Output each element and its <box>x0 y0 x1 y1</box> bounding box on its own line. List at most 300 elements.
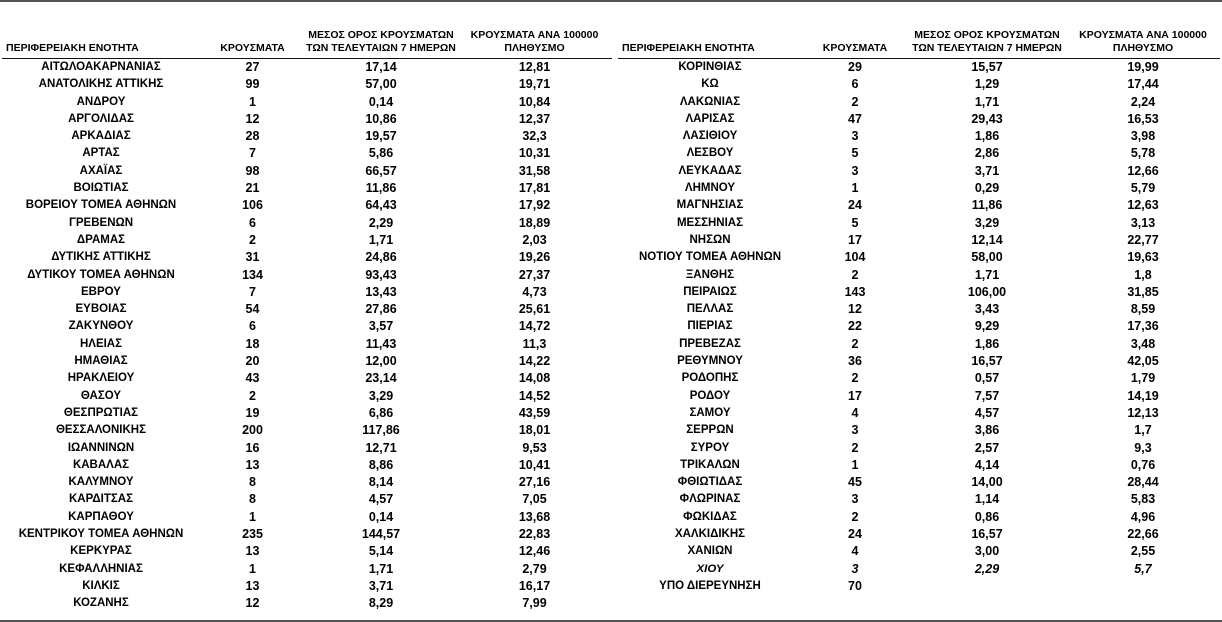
cases-cell: 47 <box>848 111 862 126</box>
per100k-cell: 12,63 <box>1127 198 1159 213</box>
per100k-cell: 14,52 <box>518 388 551 403</box>
region-cell: ΝΟΤΙΟΥ ΤΟΜΕΑ ΑΘΗΝΩΝ <box>638 251 782 264</box>
table-row <box>618 301 1220 318</box>
cases-cell: 27 <box>245 60 260 74</box>
region-cell: ΘΕΣΠΡΩΤΙΑΣ <box>63 406 139 419</box>
per100k-cell: 12,46 <box>518 544 551 559</box>
cases-cell: 3 <box>851 492 859 507</box>
cases-cell: 99 <box>245 77 260 92</box>
region-cell: ΚΑΛΥΜΝΟΥ <box>68 476 134 489</box>
avg7-cell: 2,29 <box>368 215 394 230</box>
avg7-cell: 6,86 <box>368 405 394 420</box>
table-row <box>618 457 1220 474</box>
region-cell: ΦΛΩΡΙΝΑΣ <box>679 493 741 506</box>
per100k-cell: 12,13 <box>1127 405 1159 420</box>
per100k-cell: 0,76 <box>1130 457 1156 472</box>
per100k-cell: 18,01 <box>518 423 551 438</box>
cases-cell: 12 <box>245 596 260 611</box>
cases-cell: 106 <box>242 198 263 213</box>
table-row <box>618 145 1220 162</box>
region-cell: ΚΑΡΠΑΘΟΥ <box>68 510 134 523</box>
cases-cell: 12 <box>245 111 260 126</box>
left-cases-table <box>2 8 612 613</box>
cases-cell: 6 <box>249 319 256 334</box>
region-cell: ΓΡΕΒΕΝΩΝ <box>68 216 134 229</box>
table-row <box>618 249 1220 266</box>
avg7-cell: 24,86 <box>365 250 397 265</box>
region-cell: ΔΥΤΙΚΗΣ ΑΤΤΙΚΗΣ <box>51 251 151 264</box>
table-row <box>618 197 1220 214</box>
region-cell: ΡΕΘΥΜΝΟΥ <box>677 355 743 368</box>
avg7-cell: 57,00 <box>365 77 397 92</box>
avg7-cell: 13,43 <box>365 284 397 299</box>
per100k-cell: 12,37 <box>518 111 551 126</box>
cases-cell: 31 <box>245 250 260 265</box>
table-row <box>2 561 612 578</box>
per100k-cell: 17,44 <box>1127 77 1159 92</box>
table-row <box>618 474 1220 491</box>
per100k-cell: 1,8 <box>1134 267 1152 282</box>
avg7-cell: 2,29 <box>974 561 1000 576</box>
avg7-cell: 12,71 <box>365 440 397 455</box>
table-row <box>2 543 612 560</box>
region-cell: ΧΑΝΙΩΝ <box>687 545 733 558</box>
avg7-cell: 15,57 <box>971 60 1003 74</box>
region-header: ΠΕΡΙΦΕΡΕΙΑΚΗ ΕΝΟΤΗΤΑ <box>618 8 802 59</box>
per100k-cell: 2,24 <box>1130 94 1156 109</box>
cases-cell: 19 <box>245 405 260 420</box>
table-row <box>2 163 612 180</box>
cases-cell: 104 <box>844 250 866 265</box>
avg7-cell: 1,71 <box>974 267 1000 282</box>
per100k-cell: 3,48 <box>1130 336 1156 351</box>
avg7-cell: 93,43 <box>365 267 397 282</box>
table-row <box>2 128 612 145</box>
region-cell: ΣΕΡΡΩΝ <box>686 424 734 437</box>
region-cell: ΚΕΝΤΡΙΚΟΥ ΤΟΜΕΑ ΑΘΗΝΩΝ <box>18 528 184 541</box>
per100k-cell: 27,16 <box>518 475 551 490</box>
table-row <box>2 474 612 491</box>
avg7-cell: 3,29 <box>974 215 1000 230</box>
cases-cell: 5 <box>851 146 859 161</box>
region-cell: ΠΡΕΒΕΖΑΣ <box>679 337 741 350</box>
cases-cell: 43 <box>245 371 260 386</box>
cases-cell: 235 <box>242 527 263 542</box>
cases-header: ΚΡΟΥΣΜΑΤΑ <box>802 8 908 59</box>
per100k-cell: 31,58 <box>518 163 551 178</box>
region-cell: ΚΕΦΑΛΛΗΝΙΑΣ <box>59 562 143 575</box>
avg7-cell: 4,14 <box>974 457 1000 472</box>
table-row <box>2 94 612 111</box>
region-cell: ΚΕΡΚΥΡΑΣ <box>70 545 132 558</box>
avg7-cell <box>908 578 1066 595</box>
cases-cell: 6 <box>249 215 256 230</box>
avg7-cell: 8,86 <box>368 457 394 472</box>
avg7-cell: 0,29 <box>974 181 1000 196</box>
region-cell: ΗΡΑΚΛΕΙΟΥ <box>67 372 135 385</box>
table-row <box>618 284 1220 301</box>
region-cell: ΑΡΚΑΔΙΑΣ <box>71 130 131 143</box>
cases-cell: 3 <box>851 163 859 178</box>
per100k-cell: 32,3 <box>522 129 547 144</box>
per100k-cell: 28,44 <box>1127 475 1159 490</box>
table-row <box>618 370 1220 387</box>
per100k-cell: 3,13 <box>1130 215 1156 230</box>
cases-cell: 143 <box>844 284 866 299</box>
cases-cell: 1 <box>851 457 859 472</box>
per100k-cell: 14,08 <box>518 371 551 386</box>
region-cell: ΕΥΒΟΙΑΣ <box>75 303 127 316</box>
table-row <box>2 457 612 474</box>
avg7-cell: 7,57 <box>974 388 1000 403</box>
table-row <box>2 509 612 526</box>
table-row <box>618 353 1220 370</box>
table-row <box>618 526 1220 543</box>
table-row <box>618 388 1220 405</box>
per100k-cell: 7,05 <box>522 492 547 507</box>
region-cell: ΚΟΡΙΝΘΙΑΣ <box>678 61 742 73</box>
region-cell: ΜΕΣΣΗΝΙΑΣ <box>676 216 744 229</box>
avg7-cell: 4,57 <box>974 405 1000 420</box>
per100k-cell: 27,37 <box>518 267 551 282</box>
cases-cell: 2 <box>851 267 859 282</box>
table-row <box>618 405 1220 422</box>
per100k-cell: 19,26 <box>518 250 551 265</box>
cases-cell: 3 <box>851 423 859 438</box>
avg7-cell: 0,86 <box>974 509 1000 524</box>
table-row <box>618 128 1220 145</box>
avg7-cell: 117,86 <box>362 423 400 438</box>
avg7-cell: 5,14 <box>368 544 394 559</box>
region-cell: ΦΩΚΙΔΑΣ <box>683 510 737 523</box>
avg7-cell: 12,00 <box>365 354 397 369</box>
table-row <box>2 370 612 387</box>
cases-cell: 2 <box>249 388 256 403</box>
cases-cell: 16 <box>245 440 260 455</box>
table-row <box>2 526 612 543</box>
table-row <box>618 422 1220 439</box>
per100k-cell: 5,79 <box>1130 181 1156 196</box>
region-cell: ΝΗΣΩΝ <box>689 233 731 246</box>
region-cell: ΠΙΕΡΙΑΣ <box>687 320 733 333</box>
region-cell: ΒΟΙΩΤΙΑΣ <box>73 182 129 195</box>
cases-cell: 2 <box>249 232 256 247</box>
region-cell: ΡΟΔΟΥ <box>689 389 731 402</box>
avg7-cell: 58,00 <box>971 250 1003 265</box>
per100k-cell: 10,41 <box>518 457 551 472</box>
cases-cell: 17 <box>848 388 862 403</box>
region-cell: ΔΥΤΙΚΟΥ ΤΟΜΕΑ ΑΘΗΝΩΝ <box>27 268 175 281</box>
cases-cell: 2 <box>851 94 859 109</box>
avg7-cell: 11,86 <box>971 198 1003 213</box>
region-cell: ΑΧΑΪΑΣ <box>79 164 123 177</box>
region-cell: ΖΑΚΥΝΘΟΥ <box>68 320 134 333</box>
avg7-cell: 10,86 <box>365 111 397 126</box>
cases-cell: 2 <box>851 440 859 455</box>
region-cell: ΘΕΣΣΑΛΟΝΙΚΗΣ <box>55 424 147 437</box>
region-cell: ΘΑΣΟΥ <box>80 389 122 402</box>
per100k-cell: 12,66 <box>1127 163 1159 178</box>
avg7-cell: 8,29 <box>368 596 394 611</box>
table-row <box>2 232 612 249</box>
table-row <box>618 578 1220 595</box>
region-cell: ΙΩΑΝΝΙΝΩΝ <box>67 441 135 454</box>
right-cases-table <box>618 8 1220 595</box>
table-row <box>618 561 1220 578</box>
avg7-cell: 2,86 <box>974 146 1000 161</box>
cases-cell: 1 <box>851 181 859 196</box>
cases-cell: 4 <box>851 405 859 420</box>
table-row <box>618 440 1220 457</box>
avg7-cell: 66,57 <box>365 163 397 178</box>
per100k-cell: 25,61 <box>518 302 551 317</box>
avg7-cell: 3,71 <box>974 163 1000 178</box>
table-row <box>618 543 1220 560</box>
per100k-cell: 17,81 <box>518 181 551 196</box>
avg7-cell: 3,00 <box>974 544 1000 559</box>
region-cell: ΔΡΑΜΑΣ <box>76 233 126 246</box>
per100k-cell: 9,3 <box>1134 440 1152 455</box>
cases-cell: 2 <box>851 336 859 351</box>
region-cell: ΗΜΑΘΙΑΣ <box>74 355 128 368</box>
avg7-cell: 27,86 <box>365 302 397 317</box>
avg7-cell: 106,00 <box>967 284 1007 299</box>
table-row <box>618 267 1220 284</box>
cases-cell: 2 <box>851 371 859 386</box>
region-cell: ΑΡΓΟΛΙΔΑΣ <box>68 112 134 125</box>
avg7-cell: 23,14 <box>365 371 397 386</box>
table-row <box>2 284 612 301</box>
region-cell: ΞΑΝΘΗΣ <box>685 268 735 281</box>
cases-cell: 6 <box>851 77 859 92</box>
per100k-cell: 31,85 <box>1127 284 1159 299</box>
cases-cell: 45 <box>848 475 862 490</box>
per100k-cell: 14,72 <box>518 319 551 334</box>
table-row <box>2 336 612 353</box>
header-row <box>618 8 1220 59</box>
per100k-cell: 10,31 <box>518 146 551 161</box>
cases-cell: 36 <box>848 354 862 369</box>
region-cell: ΛΑΚΩΝΙΑΣ <box>679 95 741 108</box>
region-cell: ΚΟΖΑΝΗΣ <box>73 597 129 610</box>
avg7-cell: 11,43 <box>365 336 397 351</box>
avg7-cell: 17,14 <box>365 60 397 74</box>
region-cell: ΜΑΓΝΗΣΙΑΣ <box>676 199 744 212</box>
avg7-cell: 1,71 <box>368 561 394 576</box>
cases-cell: 1 <box>249 94 256 109</box>
table-row <box>2 578 612 595</box>
per100k-header: ΚΡΟΥΣΜΑΤΑ ΑΝΑ 100000 ΠΛΗΘΥΣΜΟ <box>1066 8 1220 59</box>
avg7-cell: 5,86 <box>368 146 394 161</box>
avg7-cell: 2,57 <box>974 440 1000 455</box>
avg7-cell: 144,57 <box>361 527 401 542</box>
avg7-cell: 1,29 <box>974 77 1000 92</box>
table-row <box>2 145 612 162</box>
avg7-cell: 29,43 <box>971 111 1003 126</box>
per100k-cell: 5,83 <box>1130 492 1156 507</box>
per100k-cell: 4,96 <box>1130 509 1156 524</box>
avg7-cell: 12,14 <box>971 232 1003 247</box>
avg7-cell: 3,57 <box>368 319 394 334</box>
cases-cell: 134 <box>242 267 263 282</box>
per100k-cell: 10,84 <box>518 94 551 109</box>
region-cell: ΤΡΙΚΑΛΩΝ <box>680 458 740 471</box>
per100k-cell: 1,7 <box>1134 423 1152 438</box>
region-cell: ΛΕΣΒΟΥ <box>686 147 734 160</box>
table-row <box>2 422 612 439</box>
per100k-cell: 2,03 <box>522 232 547 247</box>
region-cell: ΛΑΡΙΣΑΣ <box>685 112 735 125</box>
cases-cell: 17 <box>848 232 862 247</box>
cases-cell: 13 <box>245 544 260 559</box>
per100k-cell: 13,68 <box>518 509 551 524</box>
cases-cell: 5 <box>851 215 859 230</box>
per100k-cell: 14,22 <box>518 354 551 369</box>
table-row <box>618 76 1220 93</box>
region-cell: ΛΗΜΝΟΥ <box>684 182 736 195</box>
table-row <box>2 249 612 266</box>
region-cell: ΠΕΙΡΑΙΩΣ <box>683 285 737 298</box>
per100k-cell: 42,05 <box>1127 354 1159 369</box>
avg7-cell: 64,43 <box>365 198 397 213</box>
avg7-cell: 0,14 <box>368 94 394 109</box>
table-row <box>2 267 612 284</box>
avg7-cell: 19,57 <box>365 129 397 144</box>
table-row <box>2 215 612 232</box>
avg7-cell: 0,57 <box>974 371 1000 386</box>
avg7-header: ΜΕΣΟΣ ΟΡΟΣ ΚΡΟΥΣΜΑΤΩΝ ΤΩΝ ΤΕΛΕΥΤΑΙΩΝ 7 ΗΜΕΡΩΝ <box>908 8 1066 59</box>
region-cell: ΧΙΟΥ <box>696 562 724 575</box>
avg7-cell: 1,71 <box>974 94 1000 109</box>
region-cell: ΠΕΛΛΑΣ <box>686 303 734 316</box>
cases-cell: 1 <box>249 509 256 524</box>
cases-cell: 8 <box>249 475 256 490</box>
table-row <box>2 180 612 197</box>
per100k-cell: 16,53 <box>1127 111 1159 126</box>
cases-cell: 18 <box>245 336 260 351</box>
avg7-cell: 8,14 <box>368 475 394 490</box>
per100k-cell <box>1066 578 1220 595</box>
cases-cell: 4 <box>851 544 859 559</box>
region-cell: ΡΟΔΟΠΗΣ <box>681 372 739 385</box>
region-cell: ΣΥΡΟΥ <box>690 441 730 454</box>
cases-cell: 7 <box>249 146 256 161</box>
cases-cell: 54 <box>245 302 260 317</box>
cases-cell: 28 <box>245 129 260 144</box>
per100k-cell: 8,59 <box>1130 302 1156 317</box>
region-cell: ΚΑΒΑΛΑΣ <box>72 458 130 471</box>
region-cell: ΑΝΔΡΟΥ <box>76 95 126 108</box>
cases-cell: 200 <box>242 423 263 438</box>
cases-cell: 24 <box>848 527 862 542</box>
avg7-cell: 1,86 <box>974 129 1000 144</box>
per100k-cell: 18,89 <box>518 215 551 230</box>
avg7-cell: 1,14 <box>974 492 1000 507</box>
region-cell: ΛΕΥΚΑΔΑΣ <box>678 164 742 177</box>
per100k-cell: 11,3 <box>522 336 547 351</box>
table-row <box>2 76 612 93</box>
cases-cell: 20 <box>245 354 260 369</box>
table-row <box>2 318 612 335</box>
per100k-header: ΚΡΟΥΣΜΑΤΑ ΑΝΑ 100000 ΠΛΗΘΥΣΜΟ <box>457 8 612 59</box>
table-row <box>2 197 612 214</box>
table-row <box>2 59 612 77</box>
per100k-cell: 17,36 <box>1127 319 1159 334</box>
table-row <box>2 353 612 370</box>
cases-cell: 98 <box>245 163 260 178</box>
table-row <box>618 491 1220 508</box>
avg7-cell: 4,57 <box>368 492 394 507</box>
region-cell: ΑΙΤΩΛΟΑΚΑΡΝΑΝΙΑΣ <box>41 61 161 73</box>
table-row <box>618 163 1220 180</box>
avg7-cell: 1,71 <box>368 232 394 247</box>
table-row <box>2 111 612 128</box>
per100k-cell: 19,71 <box>518 77 551 92</box>
avg7-cell: 16,57 <box>971 527 1003 542</box>
per100k-cell: 19,63 <box>1127 250 1159 265</box>
per100k-cell: 2,55 <box>1130 544 1156 559</box>
region-header: ΠΕΡΙΦΕΡΕΙΑΚΗ ΕΝΟΤΗΤΑ <box>2 8 200 59</box>
cases-cell: 8 <box>249 492 256 507</box>
per100k-cell: 16,17 <box>518 578 551 593</box>
table-row <box>2 301 612 318</box>
cases-cell: 3 <box>851 561 859 576</box>
cases-cell: 7 <box>249 284 256 299</box>
region-cell: ΦΘΙΩΤΙΔΑΣ <box>677 476 743 489</box>
region-cell: ΕΒΡΟΥ <box>81 285 121 298</box>
avg7-cell: 3,86 <box>974 423 1000 438</box>
table-row <box>618 232 1220 249</box>
region-cell: ΒΟΡΕΙΟΥ ΤΟΜΕΑ ΑΘΗΝΩΝ <box>25 199 177 212</box>
table-row <box>2 405 612 422</box>
avg7-cell: 3,29 <box>368 388 394 403</box>
per100k-cell: 7,99 <box>522 596 547 611</box>
region-cell: ΧΑΛΚΙΔΙΚΗΣ <box>674 528 746 541</box>
avg7-cell: 3,71 <box>368 578 394 593</box>
per100k-cell: 43,59 <box>518 405 551 420</box>
table-row <box>618 215 1220 232</box>
cases-cell: 21 <box>245 181 260 196</box>
per100k-cell: 5,78 <box>1130 146 1156 161</box>
table-row <box>618 111 1220 128</box>
per100k-cell: 9,53 <box>522 440 547 455</box>
table-row <box>618 509 1220 526</box>
avg7-cell: 0,14 <box>368 509 394 524</box>
region-cell: ΛΑΣΙΘΙΟΥ <box>682 130 738 143</box>
cases-cell: 1 <box>249 561 256 576</box>
table-row <box>2 491 612 508</box>
avg7-cell: 3,43 <box>974 302 1000 317</box>
per100k-cell: 22,77 <box>1127 232 1159 247</box>
per100k-cell: 12,81 <box>518 60 551 74</box>
avg7-cell: 1,86 <box>974 336 1000 351</box>
per100k-cell: 1,79 <box>1130 371 1156 386</box>
cases-cell: 12 <box>848 302 862 317</box>
table-row <box>618 180 1220 197</box>
avg7-cell: 14,00 <box>971 475 1003 490</box>
table-row <box>618 336 1220 353</box>
per100k-cell: 2,79 <box>522 561 547 576</box>
per100k-cell: 19,99 <box>1127 60 1159 74</box>
cases-cell: 3 <box>851 129 859 144</box>
cases-cell: 13 <box>245 457 260 472</box>
avg7-cell: 9,29 <box>974 319 1000 334</box>
table-row <box>2 388 612 405</box>
avg7-cell: 11,86 <box>365 181 397 196</box>
per100k-cell: 3,98 <box>1130 129 1156 144</box>
table-row <box>618 59 1220 77</box>
cases-header: ΚΡΟΥΣΜΑΤΑ <box>200 8 305 59</box>
